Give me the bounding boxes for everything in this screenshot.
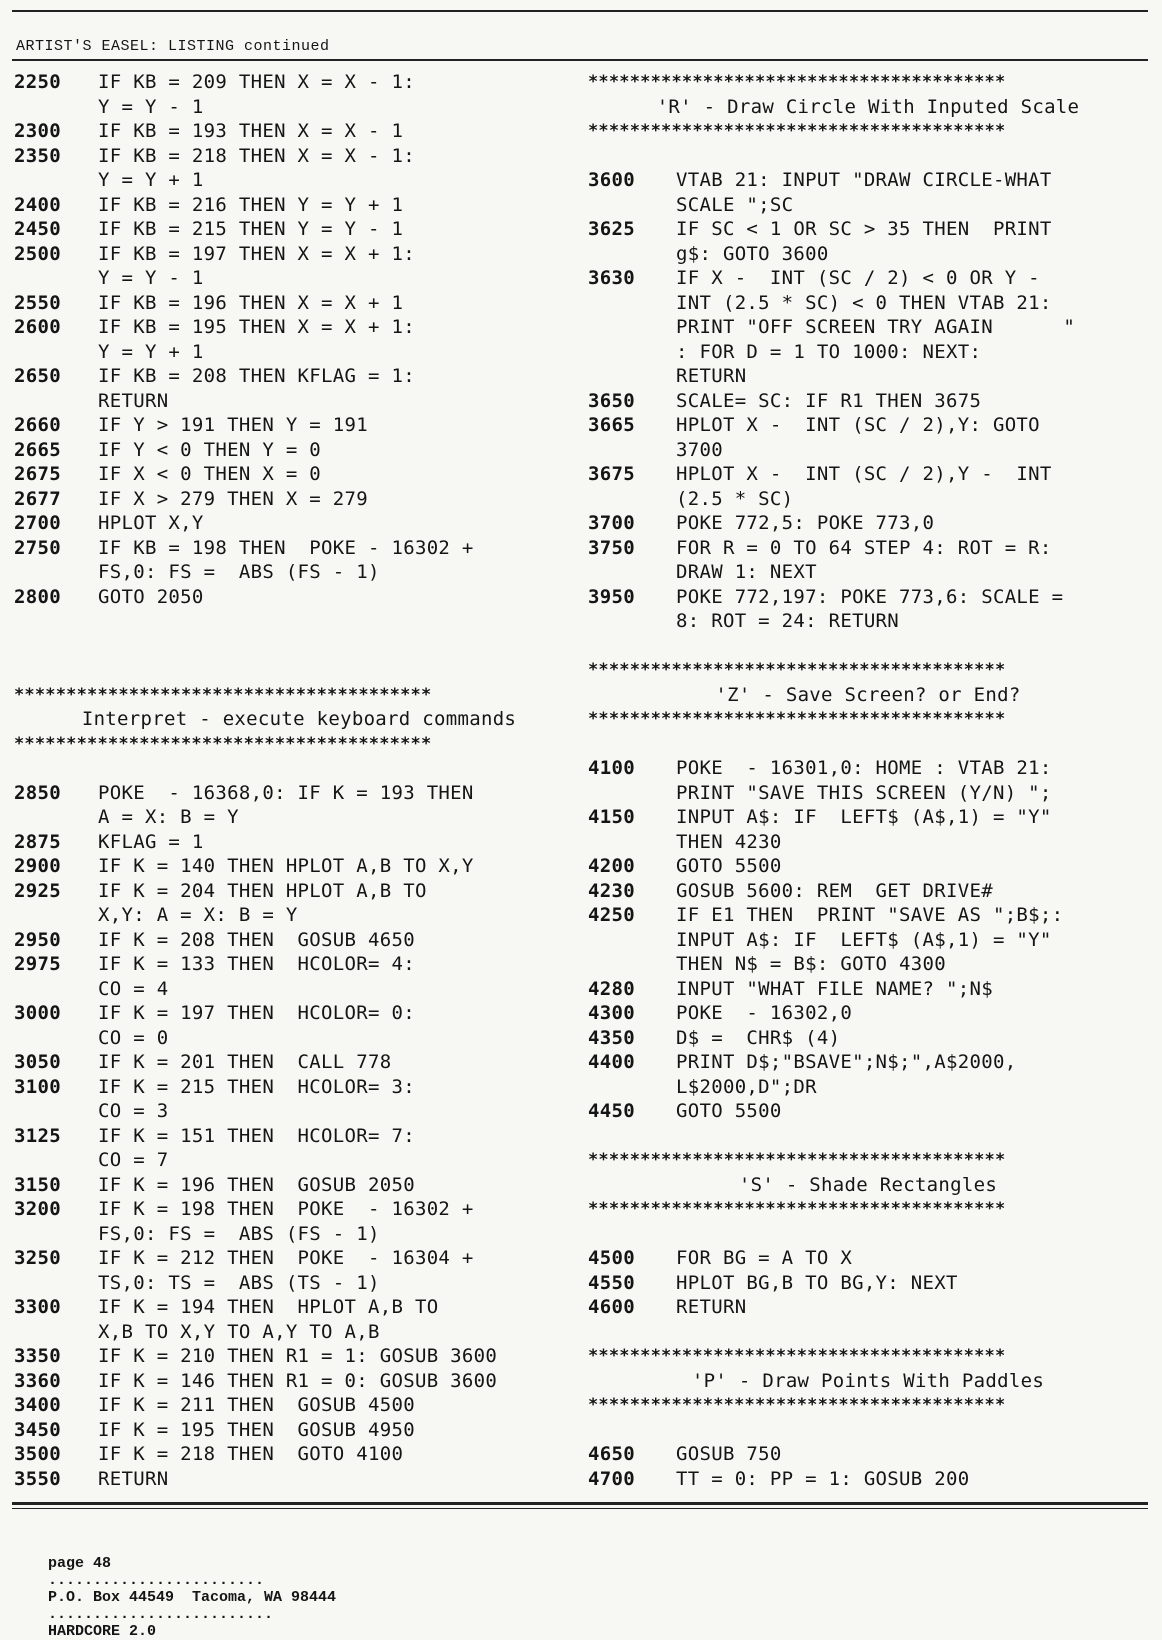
line-number: 3630 — [588, 267, 635, 289]
code-line — [14, 1173, 584, 1198]
asterisk-divider: **************************************** — [588, 660, 1006, 680]
asterisk-divider: **************************************** — [588, 1346, 1006, 1366]
page-footer — [30, 1538, 1142, 1640]
blank-line — [14, 609, 584, 634]
code-text: IF K = 215 THEN HCOLOR= 3: — [98, 1075, 415, 1098]
code-text: IF K = 197 THEN HCOLOR= 0: — [98, 1002, 415, 1024]
asterisk-divider: **************************************** — [588, 1199, 1006, 1219]
line-number: 2875 — [14, 830, 61, 853]
line-number: 2675 — [14, 463, 61, 485]
code-text: FS,0: FS = ABS (FS - 1) — [98, 561, 380, 583]
asterisk-divider: **************************************** — [588, 121, 1006, 141]
code-text: X,Y: A = X: B = Y — [98, 904, 298, 926]
footer-rule — [12, 1502, 1148, 1505]
blank-line — [14, 658, 584, 683]
code-text: D$ = CHR$ (4) — [676, 1026, 841, 1049]
section-title: 'Z' - Save Screen? or End? — [715, 683, 1021, 706]
line-number: 3665 — [588, 414, 635, 436]
code-text: TS,0: TS = ABS (TS - 1) — [98, 1271, 380, 1294]
publisher-address: P.O. Box 44549 Tacoma, WA 98444 — [48, 1589, 337, 1606]
code-continuation — [14, 266, 584, 291]
line-number: 2450 — [14, 218, 61, 240]
code-text: POKE 772,197: POKE 773,6: SCALE = — [676, 585, 1064, 608]
magazine-name: HARDCORE 2.0 — [48, 1623, 157, 1640]
code-line — [14, 119, 584, 144]
code-text: VTAB 21: INPUT "DRAW CIRCLE-WHAT — [676, 169, 1052, 191]
code-text: : FOR D = 1 TO 1000: NEXT: — [676, 340, 982, 363]
code-text: IF K = 133 THEN HCOLOR= 4: — [98, 953, 415, 975]
code-text: L$2000,D";DR — [676, 1075, 817, 1098]
section-title: Interpret - execute keyboard commands — [81, 708, 517, 730]
code-line — [14, 1001, 584, 1026]
line-number: 2600 — [14, 316, 61, 338]
code-text: X,B TO X,Y TO A,Y TO A,B — [98, 1320, 380, 1343]
code-text: POKE - 16368,0: IF K = 193 THEN — [98, 781, 474, 804]
line-number: 3950 — [588, 585, 635, 608]
code-line — [14, 1369, 584, 1394]
code-line — [588, 1442, 1148, 1467]
asterisk-divider: **************************************** — [14, 733, 432, 754]
code-line — [14, 70, 584, 95]
code-line — [588, 168, 1148, 193]
code-text: 3700 — [676, 438, 723, 461]
line-number: 4550 — [588, 1271, 635, 1294]
code-line — [14, 1295, 584, 1320]
code-text: SCALE= SC: IF R1 THEN 3675 — [676, 389, 982, 412]
line-number: 3675 — [588, 463, 635, 485]
code-text: IF X > 279 THEN X = 279 — [98, 487, 368, 510]
line-number: 3350 — [14, 1345, 61, 1367]
line-number: 2300 — [14, 120, 61, 142]
code-line — [588, 854, 1148, 879]
code-continuation — [588, 438, 1148, 463]
code-line — [588, 511, 1148, 536]
code-line — [588, 462, 1148, 487]
code-continuation — [14, 1271, 584, 1296]
code-text: GOTO 5500 — [676, 855, 782, 877]
code-text: A = X: B = Y — [98, 806, 239, 828]
code-line — [14, 1197, 584, 1222]
blank-line — [14, 756, 584, 781]
code-text: IF K = 218 THEN GOTO 4100 — [98, 1443, 404, 1465]
code-text: RETURN — [676, 1296, 747, 1318]
code-continuation — [14, 1320, 584, 1345]
code-continuation — [588, 1075, 1148, 1100]
code-continuation — [588, 291, 1148, 316]
section-title: 'R' - Draw Circle With Inputed Scale — [656, 95, 1080, 118]
line-number: 3650 — [588, 389, 635, 412]
code-line — [14, 413, 584, 438]
code-line — [14, 879, 584, 904]
code-continuation — [14, 1222, 584, 1247]
footer-dots: ......................... — [48, 1606, 274, 1623]
code-line — [588, 217, 1148, 242]
code-text: IF K = 201 THEN CALL 778 — [98, 1051, 392, 1073]
blank-line — [588, 634, 1148, 659]
code-text: IF KB = 215 THEN Y = Y - 1 — [98, 218, 404, 240]
line-number: 3300 — [14, 1296, 61, 1318]
section-title: 'S' - Shade Rectangles — [738, 1173, 998, 1196]
code-line — [588, 1467, 1148, 1492]
line-number: 3750 — [588, 536, 635, 559]
code-continuation — [588, 560, 1148, 585]
code-text: RETURN — [676, 365, 747, 387]
code-text: IF Y > 191 THEN Y = 191 — [98, 414, 368, 436]
code-text: GOSUB 5600: REM GET DRIVE# — [676, 879, 993, 902]
code-text: IF KB = 193 THEN X = X - 1 — [98, 120, 404, 142]
code-line — [588, 879, 1148, 904]
code-text: IF X - INT (SC / 2) < 0 OR Y - — [676, 267, 1040, 289]
code-text: FOR BG = A TO X — [676, 1247, 853, 1269]
code-text: IF K = 194 THEN HPLOT A,B TO — [98, 1296, 439, 1318]
code-text: Y = Y - 1 — [98, 95, 204, 118]
code-text: KFLAG = 1 — [98, 830, 204, 853]
code-continuation — [14, 805, 584, 830]
blank-line — [588, 1418, 1148, 1443]
blank-line — [588, 1222, 1148, 1247]
line-number: 4200 — [588, 855, 635, 877]
code-continuation — [14, 903, 584, 928]
code-text: THEN 4230 — [676, 830, 782, 853]
code-continuation — [588, 781, 1148, 806]
line-number: 4400 — [588, 1051, 635, 1073]
code-line — [14, 536, 584, 561]
line-number: 4650 — [588, 1443, 635, 1465]
code-text: INPUT A$: IF LEFT$ (A$,1) = "Y" — [676, 928, 1052, 951]
code-continuation — [14, 95, 584, 120]
code-continuation — [588, 952, 1148, 977]
code-text: PRINT "OFF SCREEN TRY AGAIN " — [676, 316, 1076, 338]
line-number: 3500 — [14, 1443, 61, 1465]
code-text: HPLOT X,Y — [98, 512, 204, 534]
line-number: 4250 — [588, 904, 635, 926]
line-number: 2650 — [14, 365, 61, 387]
line-number: 3625 — [588, 218, 635, 240]
code-line — [588, 1099, 1148, 1124]
code-text: INPUT A$: IF LEFT$ (A$,1) = "Y" — [676, 806, 1052, 828]
code-line — [14, 487, 584, 512]
asterisk-divider: **************************************** — [588, 1395, 1006, 1415]
code-line — [14, 1246, 584, 1271]
code-text: IF KB = 218 THEN X = X - 1: — [98, 144, 415, 167]
code-text: GOSUB 750 — [676, 1443, 782, 1465]
code-text: IF E1 THEN PRINT "SAVE AS ";B$;: — [676, 904, 1064, 926]
line-number: 2950 — [14, 928, 61, 951]
code-line — [588, 536, 1148, 561]
code-text: TT = 0: PP = 1: GOSUB 200 — [676, 1467, 970, 1490]
line-number: 2900 — [14, 855, 61, 877]
code-continuation — [588, 609, 1148, 634]
line-number: 3600 — [588, 169, 635, 191]
code-line — [588, 1050, 1148, 1075]
code-text: IF K = 204 THEN HPLOT A,B TO — [98, 879, 427, 902]
code-text: HPLOT X - INT (SC / 2),Y: GOTO — [676, 414, 1040, 436]
code-continuation — [588, 364, 1148, 389]
code-line — [14, 1124, 584, 1149]
code-text: POKE - 16302,0 — [676, 1002, 853, 1024]
page-header: ARTIST'S EASEL: LISTING continued — [16, 38, 330, 55]
code-continuation — [14, 168, 584, 193]
code-continuation — [14, 1099, 584, 1124]
line-number: 2500 — [14, 242, 61, 265]
code-continuation — [588, 487, 1148, 512]
listing-column-right — [588, 70, 1148, 1491]
code-continuation — [14, 340, 584, 365]
code-text: IF K = 208 THEN GOSUB 4650 — [98, 928, 415, 951]
code-text: CO = 7 — [98, 1149, 169, 1171]
code-line — [14, 854, 584, 879]
line-number: 3400 — [14, 1394, 61, 1416]
code-text: INPUT "WHAT FILE NAME? ";N$ — [676, 977, 993, 1000]
top-rule — [12, 10, 1148, 12]
code-text: RETURN — [98, 389, 169, 412]
line-number: 2400 — [14, 193, 61, 216]
code-line — [588, 977, 1148, 1002]
code-line — [588, 756, 1148, 781]
code-continuation — [14, 1026, 584, 1051]
blank-line — [588, 144, 1148, 169]
code-text: IF X < 0 THEN X = 0 — [98, 463, 322, 485]
code-line — [588, 1246, 1148, 1271]
code-text: PRINT D$;"BSAVE";N$;",A$2000, — [676, 1051, 1017, 1073]
code-text: FOR R = 0 TO 64 STEP 4: ROT = R: — [676, 536, 1052, 559]
code-line — [14, 928, 584, 953]
code-text: DRAW 1: NEXT — [676, 561, 817, 583]
code-line — [588, 585, 1148, 610]
code-line — [14, 952, 584, 977]
line-number: 3250 — [14, 1247, 61, 1269]
line-number: 4700 — [588, 1467, 635, 1490]
line-number: 3125 — [14, 1124, 61, 1147]
code-line — [14, 1467, 584, 1492]
code-continuation — [588, 193, 1148, 218]
code-line — [14, 1393, 584, 1418]
code-text: THEN N$ = B$: GOTO 4300 — [676, 953, 946, 975]
code-text: IF KB = 196 THEN X = X + 1 — [98, 291, 404, 314]
line-number: 2925 — [14, 879, 61, 902]
code-line — [14, 462, 584, 487]
code-line — [14, 781, 584, 806]
code-continuation — [588, 928, 1148, 953]
line-number: 4500 — [588, 1247, 635, 1269]
code-continuation — [588, 315, 1148, 340]
asterisk-divider: **************************************** — [588, 72, 1006, 92]
code-text: CO = 4 — [98, 977, 169, 1000]
line-number: 2677 — [14, 487, 61, 510]
blank-line — [14, 634, 584, 659]
code-continuation — [588, 340, 1148, 365]
code-text: IF K = 198 THEN POKE - 16302 + — [98, 1198, 474, 1220]
line-number: 2550 — [14, 291, 61, 314]
code-text: FS,0: FS = ABS (FS - 1) — [98, 1222, 380, 1245]
line-number: 3550 — [14, 1467, 61, 1490]
code-text: IF KB = 197 THEN X = X + 1: — [98, 242, 415, 265]
code-text: IF Y < 0 THEN Y = 0 — [98, 438, 322, 461]
code-text: IF K = 210 THEN R1 = 1: GOSUB 3600 — [98, 1345, 498, 1367]
code-line — [14, 144, 584, 169]
line-number: 4450 — [588, 1100, 635, 1122]
blank-line — [588, 1320, 1148, 1345]
code-text: IF KB = 195 THEN X = X + 1: — [98, 316, 415, 338]
asterisk-divider: **************************************** — [588, 709, 1006, 729]
code-text: IF K = 140 THEN HPLOT A,B TO X,Y — [98, 855, 474, 877]
code-text: GOTO 2050 — [98, 585, 204, 608]
code-text: HPLOT X - INT (SC / 2),Y - INT — [676, 463, 1052, 485]
line-number: 4230 — [588, 879, 635, 902]
line-number: 3100 — [14, 1075, 61, 1098]
code-line — [14, 242, 584, 267]
code-line — [14, 585, 584, 610]
section-title: 'P' - Draw Points With Paddles — [691, 1369, 1045, 1392]
line-number: 3700 — [588, 512, 635, 534]
code-line — [14, 291, 584, 316]
code-line — [14, 830, 584, 855]
code-line — [14, 364, 584, 389]
asterisk-divider: **************************************** — [14, 684, 432, 705]
code-text: g$: GOTO 3600 — [676, 242, 829, 265]
code-continuation — [14, 1148, 584, 1173]
code-text: IF KB = 209 THEN X = X - 1: — [98, 71, 415, 93]
line-number: 2660 — [14, 414, 61, 436]
line-number: 3150 — [14, 1173, 61, 1196]
code-line — [588, 1271, 1148, 1296]
line-number: 2750 — [14, 536, 61, 559]
code-text: Y = Y - 1 — [98, 267, 204, 289]
code-text: IF KB = 198 THEN POKE - 16302 + — [98, 536, 474, 559]
code-line — [14, 1344, 584, 1369]
line-number: 2800 — [14, 585, 61, 608]
code-line — [588, 1001, 1148, 1026]
blank-line — [588, 732, 1148, 757]
code-text: SCALE ";SC — [676, 193, 794, 216]
line-number: 2250 — [14, 71, 61, 93]
code-continuation — [14, 389, 584, 414]
code-line — [588, 266, 1148, 291]
code-continuation — [588, 830, 1148, 855]
code-line — [14, 1442, 584, 1467]
code-line — [14, 511, 584, 536]
code-line — [14, 193, 584, 218]
code-text: IF K = 212 THEN POKE - 16304 + — [98, 1247, 474, 1269]
code-line — [14, 1050, 584, 1075]
code-text: Y = Y + 1 — [98, 340, 204, 363]
header-rule — [12, 59, 1148, 61]
line-number: 4100 — [588, 757, 635, 779]
code-text: IF K = 211 THEN GOSUB 4500 — [98, 1394, 415, 1416]
code-continuation — [588, 242, 1148, 267]
blank-line — [588, 1124, 1148, 1149]
code-text: IF KB = 216 THEN Y = Y + 1 — [98, 193, 404, 216]
code-line — [14, 1418, 584, 1443]
line-number: 4600 — [588, 1296, 635, 1318]
code-text: RETURN — [98, 1467, 169, 1490]
line-number: 4350 — [588, 1026, 635, 1049]
code-continuation — [14, 560, 584, 585]
listing-column-left — [14, 70, 584, 1491]
code-line — [588, 1295, 1148, 1320]
code-text: IF K = 195 THEN GOSUB 4950 — [98, 1418, 415, 1441]
code-text: IF K = 151 THEN HCOLOR= 7: — [98, 1124, 415, 1147]
line-number: 4280 — [588, 977, 635, 1000]
code-text: POKE 772,5: POKE 773,0 — [676, 512, 935, 534]
footer-rule-thin — [12, 1508, 1148, 1509]
code-line — [588, 1026, 1148, 1051]
code-line — [14, 1075, 584, 1100]
line-number: 2850 — [14, 781, 61, 804]
line-number: 2975 — [14, 953, 61, 975]
code-line — [588, 389, 1148, 414]
code-text: CO = 0 — [98, 1026, 169, 1049]
line-number: 2700 — [14, 512, 61, 534]
code-text: IF K = 146 THEN R1 = 0: GOSUB 3600 — [98, 1369, 498, 1392]
code-line — [14, 315, 584, 340]
footer-dots: ........................ — [48, 1572, 265, 1589]
code-text: PRINT "SAVE THIS SCREEN (Y/N) "; — [676, 781, 1052, 804]
code-text: POKE - 16301,0: HOME : VTAB 21: — [676, 757, 1052, 779]
code-text: IF SC < 1 OR SC > 35 THEN PRINT — [676, 218, 1052, 240]
code-line — [14, 438, 584, 463]
code-continuation — [14, 977, 584, 1002]
line-number: 3200 — [14, 1198, 61, 1220]
code-text: CO = 3 — [98, 1100, 169, 1122]
code-line — [588, 805, 1148, 830]
page-number: page 48 — [48, 1555, 112, 1572]
code-line — [14, 217, 584, 242]
code-text: 8: ROT = 24: RETURN — [676, 610, 900, 632]
line-number: 2350 — [14, 144, 61, 167]
line-number: 2665 — [14, 438, 61, 461]
line-number: 3450 — [14, 1418, 61, 1441]
code-line — [588, 413, 1148, 438]
code-text: Y = Y + 1 — [98, 169, 204, 191]
code-text: HPLOT BG,B TO BG,Y: NEXT — [676, 1271, 958, 1294]
code-text: INT (2.5 * SC) < 0 THEN VTAB 21: — [676, 291, 1052, 314]
asterisk-divider: **************************************** — [588, 1150, 1006, 1170]
line-number: 4150 — [588, 806, 635, 828]
code-text: IF KB = 208 THEN KFLAG = 1: — [98, 365, 415, 387]
code-text: GOTO 5500 — [676, 1100, 782, 1122]
code-line — [588, 903, 1148, 928]
line-number: 3000 — [14, 1002, 61, 1024]
line-number: 3050 — [14, 1051, 61, 1073]
line-number: 4300 — [588, 1002, 635, 1024]
line-number: 3360 — [14, 1369, 61, 1392]
code-text: IF K = 196 THEN GOSUB 2050 — [98, 1173, 415, 1196]
code-text: (2.5 * SC) — [676, 487, 794, 510]
